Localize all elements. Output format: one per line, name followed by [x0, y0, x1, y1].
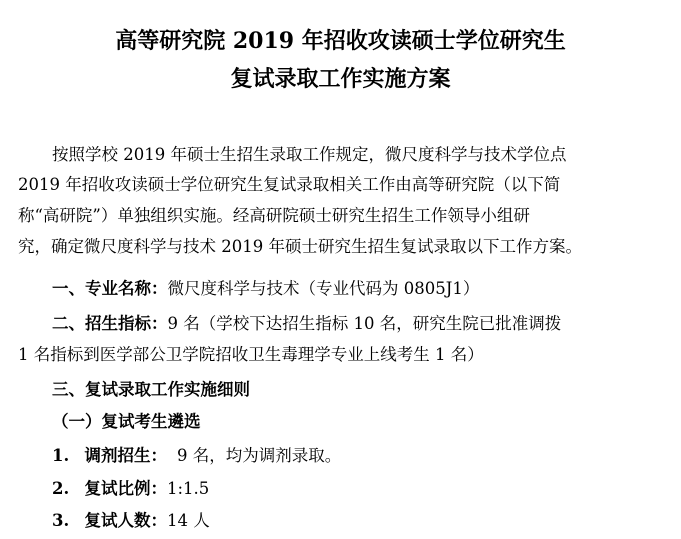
item-number: 3.: [52, 511, 70, 530]
intro-line-1: 按照学校 2019 年硕士生招生录取工作规定，微尺度科学与技术学位点: [52, 145, 567, 164]
section-3-heading: 三、复试录取工作实施细则: [52, 380, 250, 399]
list-item: [52, 479, 209, 499]
item-value: 14 人: [166, 511, 210, 530]
document-title-line-2: 复试录取工作实施方案: [230, 66, 451, 92]
section-2-label: 二、招生指标：: [52, 314, 168, 333]
item-number: 1.: [52, 446, 70, 465]
item-label: 复试人数：: [84, 511, 167, 530]
section-1-value: 微尺度科学与技术（专业代码为 0805J1）: [167, 279, 480, 298]
intro-line-4: 究，确定微尺度科学与技术 2019 年硕士研究生招生复试录取以下工作方案。: [18, 237, 582, 256]
item-value: 1:1.5: [166, 479, 210, 498]
section-1-label: 一、专业名称：: [52, 279, 168, 298]
item-label: 调剂招生：: [84, 446, 167, 465]
subsection-1-heading: （一）复试考生遴选: [52, 412, 201, 431]
list-item: [52, 511, 210, 531]
intro-line-2: 2019 年招收攻读硕士学位研究生复试录取相关工作由高等研究院（以下简: [18, 175, 561, 194]
item-label: 复试比例：: [84, 479, 167, 498]
document-title-line-1: 高等研究院 2019 年招收攻读硕士学位研究生: [115, 28, 566, 54]
item-number: 2.: [52, 479, 70, 498]
section-1-professional-name: [52, 279, 479, 299]
section-2-value-line-2: 1 名指标到医学部公卫学院招收卫生毒理学专业上线考生 1 名）: [18, 345, 484, 364]
section-2-enrollment-quota: [52, 314, 561, 334]
section-2-value-line-1: 9 名（学校下达招生指标 10 名，研究生院已批准调拨: [167, 314, 562, 333]
list-item: [52, 446, 341, 466]
intro-line-3: 称“高研院”）单独组织实施。经高研院硕士研究生招生工作领导小组研: [18, 206, 530, 225]
item-value: 9 名，均为调剂录取。: [176, 446, 342, 465]
